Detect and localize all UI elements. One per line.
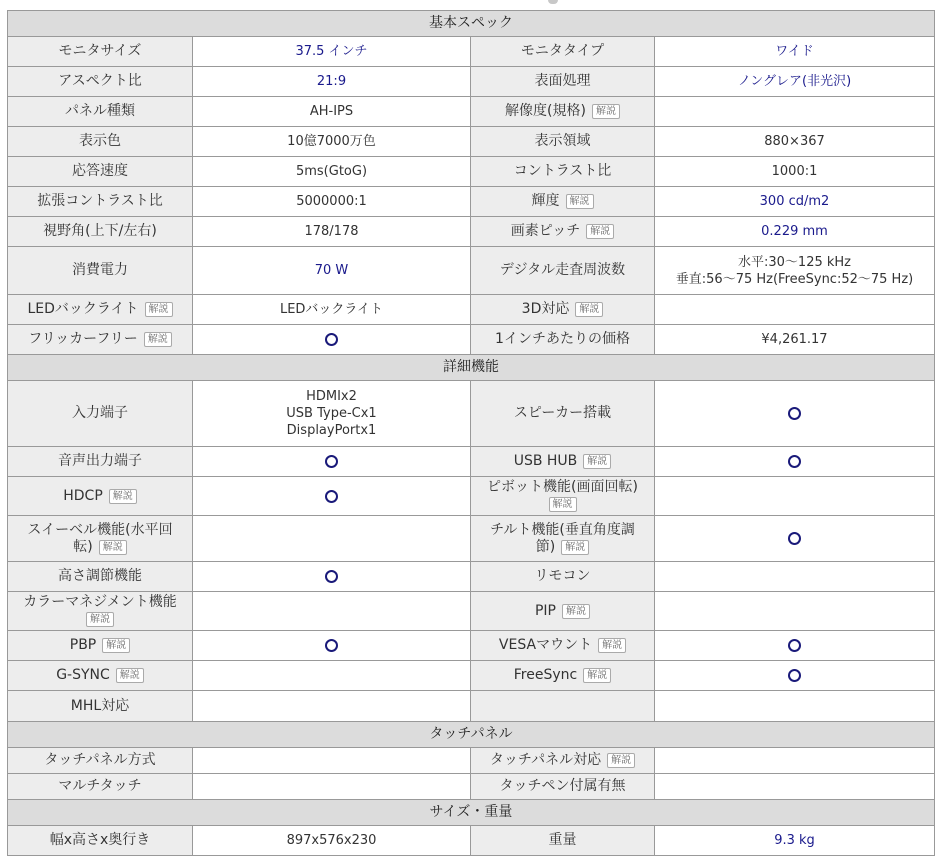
- label-power: 消費電力: [8, 247, 193, 295]
- weight-link[interactable]: 9.3 kg: [774, 833, 815, 848]
- value-freesync: [655, 661, 935, 691]
- label-freesync: [471, 661, 655, 691]
- input-displayport: DisplayPortx1: [286, 423, 377, 438]
- kaisetsu-button-tilt[interactable]: 解説: [561, 540, 589, 555]
- scan-freq-vertical: 垂直:56〜75 Hz(FreeSync:52〜75 Hz): [675, 271, 914, 287]
- value-flicker: [193, 325, 471, 355]
- swivel-label-line2: 転): [73, 538, 93, 555]
- label-monitor-type: モニタタイプ: [471, 37, 655, 67]
- touch-support-label-text: タッチパネル対応: [489, 752, 602, 768]
- value-height-adj: [193, 562, 471, 592]
- circle-check-icon: [325, 639, 338, 652]
- value-empty: [655, 691, 935, 722]
- power-link[interactable]: 70 W: [314, 263, 349, 278]
- pixel-pitch-link[interactable]: 0.229 mm: [761, 224, 828, 239]
- label-touch-pen: タッチペン付属有無: [471, 774, 655, 800]
- kaisetsu-button-pivot[interactable]: 解説: [549, 497, 577, 512]
- value-swivel: [193, 516, 471, 562]
- table-row: [8, 67, 935, 97]
- page-edge-decoration: [548, 0, 558, 4]
- value-touch-method: [193, 748, 471, 774]
- circle-check-icon: [788, 639, 801, 652]
- monitor-size-link[interactable]: 37.5 インチ: [295, 44, 368, 59]
- value-power[interactable]: [193, 247, 471, 295]
- table-row: [8, 748, 935, 774]
- kaisetsu-button-led[interactable]: 解説: [145, 302, 173, 317]
- label-touch-support: [471, 748, 655, 774]
- value-color-mgmt: [193, 592, 471, 631]
- value-ext-contrast: 5000000:1: [193, 187, 471, 217]
- table-row: [8, 157, 935, 187]
- table-row: [8, 187, 935, 217]
- table-row: [8, 774, 935, 800]
- pip-label-text: PIP: [534, 602, 556, 619]
- circle-check-icon: [325, 333, 338, 346]
- input-usb-c: USB Type-Cx1: [286, 406, 377, 421]
- circle-check-icon: [788, 407, 801, 420]
- value-3d: [655, 295, 935, 325]
- kaisetsu-button-gsync[interactable]: 解説: [116, 668, 144, 683]
- spec-table: [7, 10, 935, 856]
- label-swivel: [8, 516, 193, 562]
- label-usb-hub: [471, 447, 655, 477]
- label-touch-method: タッチパネル方式: [8, 748, 193, 774]
- table-row: [8, 247, 935, 295]
- label-aspect: アスペクト比: [8, 67, 193, 97]
- label-contrast: コントラスト比: [471, 157, 655, 187]
- table-row: [8, 447, 935, 477]
- value-remote: [655, 562, 935, 592]
- circle-check-icon: [788, 669, 801, 682]
- circle-check-icon: [325, 455, 338, 468]
- value-vesa: [655, 631, 935, 661]
- table-row: [8, 691, 935, 722]
- section-header-detail: 詳細機能: [8, 355, 935, 381]
- vesa-label-text: VESAマウント: [498, 637, 593, 653]
- label-dimensions: 幅x高さx奥行き: [8, 826, 193, 856]
- value-view-angle: 178/178: [193, 217, 471, 247]
- value-brightness[interactable]: [655, 187, 935, 217]
- kaisetsu-button-swivel[interactable]: 解説: [99, 540, 127, 555]
- label-panel-type: パネル種類: [8, 97, 193, 127]
- value-scan-freq: [655, 247, 935, 295]
- value-tilt: [655, 516, 935, 562]
- value-surface[interactable]: [655, 67, 935, 97]
- label-audio-out: 音声出力端子: [8, 447, 193, 477]
- value-panel-type: AH-IPS: [193, 97, 471, 127]
- pivot-label-text: ピボット機能(画面回転): [487, 479, 638, 495]
- label-color-mgmt: [8, 592, 193, 631]
- value-colors: 10億7000万色: [193, 127, 471, 157]
- kaisetsu-button-hdcp[interactable]: 解説: [109, 489, 137, 504]
- pbp-label-text: PBP: [69, 637, 97, 653]
- value-resolution: [655, 97, 935, 127]
- value-speaker: [655, 381, 935, 447]
- table-row: [8, 37, 935, 67]
- circle-check-icon: [788, 532, 801, 545]
- input-hdmi: HDMIx2: [306, 389, 357, 404]
- table-row: [8, 97, 935, 127]
- value-monitor-size[interactable]: [193, 37, 471, 67]
- value-touch-pen: [655, 774, 935, 800]
- label-price-inch: 1インチあたりの価格: [471, 325, 655, 355]
- label-multitouch: マルチタッチ: [8, 774, 193, 800]
- label-response: 応答速度: [8, 157, 193, 187]
- kaisetsu-button-pixel-pitch[interactable]: 解説: [586, 224, 614, 239]
- label-height-adj: 高さ調節機能: [8, 562, 193, 592]
- section-header-size: サイズ・重量: [8, 800, 935, 826]
- value-usb-hub: [655, 447, 935, 477]
- kaisetsu-button-pip[interactable]: 解説: [562, 604, 590, 619]
- table-row: [8, 381, 935, 447]
- value-dimensions: 897x576x230: [193, 826, 471, 856]
- table-row: [8, 661, 935, 691]
- label-surface: 表面処理: [471, 67, 655, 97]
- value-monitor-type[interactable]: [655, 37, 935, 67]
- value-display-area: 880×367: [655, 127, 935, 157]
- flicker-label-text: フリッカーフリー: [28, 331, 138, 347]
- table-row: [8, 826, 935, 856]
- circle-check-icon: [788, 455, 801, 468]
- label-mhl: MHL対応: [8, 691, 193, 722]
- label-pixel-pitch: [471, 217, 655, 247]
- value-pivot: [655, 477, 935, 516]
- kaisetsu-button-pbp[interactable]: 解説: [102, 638, 130, 653]
- table-row: [8, 592, 935, 631]
- usb-hub-label-text: USB HUB: [513, 453, 578, 469]
- brightness-link[interactable]: 300 cd/m2: [759, 194, 830, 209]
- kaisetsu-button-usb-hub[interactable]: 解説: [583, 454, 611, 469]
- value-gsync: [193, 661, 471, 691]
- value-mhl: [193, 691, 471, 722]
- resolution-label-text: 解像度(規格): [505, 103, 586, 119]
- tilt-label-line2: 節): [535, 538, 556, 555]
- value-pbp: [193, 631, 471, 661]
- label-scan-freq: デジタル走査周波数: [471, 247, 655, 295]
- table-row: [8, 217, 935, 247]
- label-resolution: [471, 97, 655, 127]
- label-colors: 表示色: [8, 127, 193, 157]
- label-ext-contrast: 拡張コントラスト比: [8, 187, 193, 217]
- aspect-link[interactable]: 21:9: [316, 74, 347, 89]
- 3d-label-text: 3D対応: [521, 301, 570, 317]
- table-row: [8, 295, 935, 325]
- value-aspect[interactable]: [193, 67, 471, 97]
- label-weight: 重量: [471, 826, 655, 856]
- kaisetsu-button-color-mgmt[interactable]: 解説: [86, 612, 114, 627]
- label-monitor-size: モニタサイズ: [8, 37, 193, 67]
- label-view-angle: 視野角(上下/左右): [8, 217, 193, 247]
- table-row: [8, 516, 935, 562]
- value-multitouch: [193, 774, 471, 800]
- kaisetsu-button-brightness[interactable]: 解説: [566, 194, 594, 209]
- section-header-touch: タッチパネル: [8, 722, 935, 748]
- label-pivot: [471, 477, 655, 516]
- circle-check-icon: [325, 490, 338, 503]
- kaisetsu-button-resolution[interactable]: 解説: [592, 104, 620, 119]
- led-label-text: LEDバックライト: [27, 301, 139, 317]
- table-row: [8, 127, 935, 157]
- hdcp-label-text: HDCP: [63, 487, 103, 504]
- kaisetsu-button-touch-support[interactable]: 解説: [607, 753, 635, 768]
- swivel-label-line1: スイーベル機能(水平回: [27, 521, 173, 538]
- label-inputs: 入力端子: [8, 381, 193, 447]
- label-speaker: スピーカー搭載: [471, 381, 655, 447]
- label-led: [8, 295, 193, 325]
- value-hdcp: [193, 477, 471, 516]
- label-remote: リモコン: [471, 562, 655, 592]
- kaisetsu-button-flicker[interactable]: 解説: [144, 332, 172, 347]
- color-mgmt-label-text: カラーマネジメント機能: [23, 594, 177, 610]
- value-weight[interactable]: [655, 826, 935, 856]
- surface-link[interactable]: ノングレア(非光沢): [737, 74, 852, 89]
- value-inputs: [193, 381, 471, 447]
- label-brightness: [471, 187, 655, 217]
- label-display-area: 表示領域: [471, 127, 655, 157]
- label-vesa: [471, 631, 655, 661]
- freesync-label-text: FreeSync: [513, 667, 578, 683]
- table-row: [8, 477, 935, 516]
- section-header-basic: 基本スペック: [8, 11, 935, 37]
- label-pip: [471, 592, 655, 631]
- monitor-type-link[interactable]: ワイド: [775, 44, 814, 59]
- label-tilt: [471, 516, 655, 562]
- label-gsync: [8, 661, 193, 691]
- circle-check-icon: [325, 570, 338, 583]
- value-pip: [655, 592, 935, 631]
- value-led: LEDバックライト: [193, 295, 471, 325]
- kaisetsu-button-3d[interactable]: 解説: [575, 302, 603, 317]
- table-row: [8, 631, 935, 661]
- scan-freq-horizontal: 水平:30〜125 kHz: [738, 254, 851, 270]
- value-response: 5ms(GtoG): [193, 157, 471, 187]
- kaisetsu-button-freesync[interactable]: 解説: [583, 668, 611, 683]
- table-row: [8, 562, 935, 592]
- brightness-label-text: 輝度: [531, 193, 560, 209]
- label-3d: [471, 295, 655, 325]
- table-row: [8, 325, 935, 355]
- gsync-label-text: G-SYNC: [56, 667, 110, 683]
- kaisetsu-button-vesa[interactable]: 解説: [598, 638, 626, 653]
- value-price-inch: ¥4,261.17: [655, 325, 935, 355]
- value-audio-out: [193, 447, 471, 477]
- pixel-pitch-label-text: 画素ピッチ: [510, 223, 581, 239]
- label-pbp: [8, 631, 193, 661]
- value-contrast: 1000:1: [655, 157, 935, 187]
- tilt-label-line1: チルト機能(垂直角度調: [490, 521, 635, 538]
- value-pixel-pitch[interactable]: [655, 217, 935, 247]
- value-touch-support: [655, 748, 935, 774]
- label-flicker: [8, 325, 193, 355]
- label-hdcp: [8, 477, 193, 516]
- label-empty: [471, 691, 655, 722]
